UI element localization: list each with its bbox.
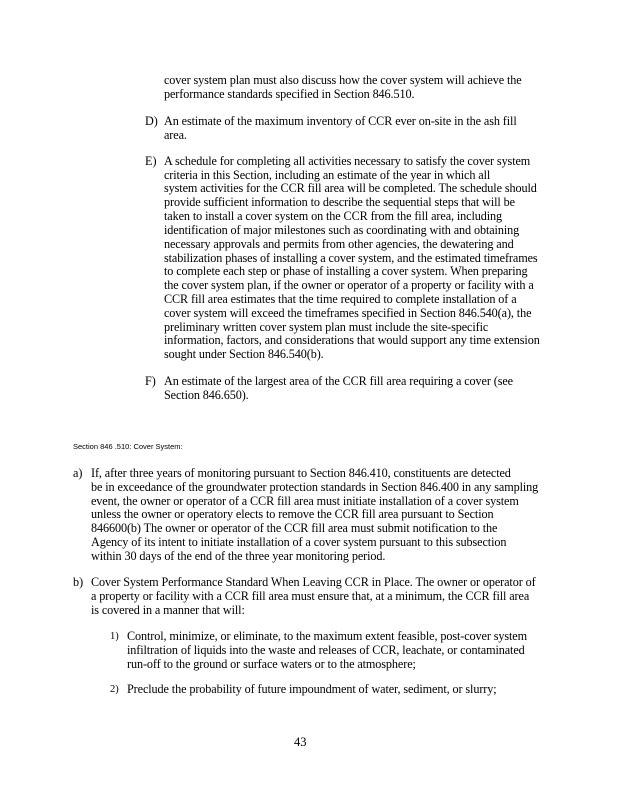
sub-2-label: 2)	[110, 684, 119, 695]
item-e-line: CCR fill area estimates that the time required to complete installation of a	[164, 292, 517, 306]
item-e-line: information, factors, and considerations that would support any time extension	[164, 333, 540, 347]
item-a-line: unless the owner or operatory elects to remove the CCR fill area pursuant to Section	[91, 507, 494, 521]
item-a-label: a)	[73, 466, 83, 480]
item-f-line: Section 846.650).	[164, 388, 249, 402]
intro-line: cover system plan must also discuss how the cover system will achieve the	[164, 73, 522, 87]
item-a-line: 846600(b) The owner or operator of the CCR fill area must submit notification to the	[91, 521, 498, 535]
item-e-line: cover system will exceed the timeframes specified in Section 846.540(a), the	[164, 306, 532, 320]
sub-1-line: run-off to the ground or surface waters or to the atmosphere;	[127, 657, 416, 671]
item-a-line: be in exceedance of the groundwater protection standards in Section 846.400 in any sampling	[91, 480, 539, 494]
item-e-line: sought under Section 846.540(b).	[164, 347, 324, 361]
item-e-line: the cover system plan, if the owner or operator of a property or facility with a	[164, 278, 534, 292]
item-b-line: is covered in a manner that will:	[91, 603, 245, 617]
item-e-line: identification of major milestones such as coordinating with and obtaining	[164, 223, 520, 237]
sub-1-line: infiltration of liquids into the waste and releases of CCR, leachate, or contaminated	[127, 643, 525, 657]
item-d-line: An estimate of the maximum inventory of CCR ever on-site in the ash fill	[164, 114, 517, 128]
item-e-line: A schedule for completing all activities necessary to satisfy the cover system	[164, 154, 531, 168]
item-b-label: b)	[73, 575, 84, 589]
item-a-line: event, the owner or operator of a CCR fill area must initiate installation of a cover system	[91, 494, 519, 508]
item-a-line: within 30 days of the end of the three year monitoring period.	[91, 549, 386, 563]
item-e-line: stabilization phases of installing a cover system, and the estimated timeframes	[164, 251, 538, 265]
item-a-line: If, after three years of monitoring pursuant to Section 846.410, constituents are detected	[91, 466, 511, 480]
item-f-line: An estimate of the largest area of the CCR fill area requiring a cover (see	[164, 374, 513, 388]
sub-1-line: Control, minimize, or eliminate, to the maximum extent feasible, post-cover system	[127, 629, 527, 643]
item-d-line: area.	[164, 128, 187, 142]
item-d-label: D)	[145, 114, 158, 128]
item-f-label: F)	[145, 374, 156, 388]
item-e-line: taken to install a cover system on the CCR from the fill area, including	[164, 209, 503, 223]
item-b-line: a property or facility with a CCR fill area must ensure that, at a minimum, the CCR fill area	[91, 589, 530, 603]
item-b-line: Cover System Performance Standard When Leaving CCR in Place. The owner or operator of	[91, 575, 536, 589]
item-e-line: provide sufficient information to describe the sequential steps that will be	[164, 195, 515, 209]
item-e-line: system activities for the CCR fill area will be completed. The schedule should	[164, 181, 537, 195]
intro-line: performance standards specified in Section 846.510.	[164, 87, 415, 101]
sub-1-label: 1)	[110, 631, 119, 642]
item-e-line: necessary approvals and permits from other agencies, the dewatering and	[164, 237, 514, 251]
sub-2-line: Preclude the probability of future impoundment of water, sediment, or slurry;	[127, 682, 497, 696]
item-e-line: to complete each step or phase of installing a cover system. When preparing	[164, 264, 528, 278]
page-number: 43	[294, 735, 307, 749]
item-e-label: E)	[145, 154, 157, 168]
item-e-line: preliminary written cover system plan must include the site-specific	[164, 320, 489, 334]
section-heading: Section 846 .510: Cover System:	[73, 442, 183, 451]
item-a-line: Agency of its intent to initiate installation of a cover system pursuant to this subsection	[91, 535, 507, 549]
item-e-line: criteria in this Section, including an estimate of the year in which all	[164, 168, 491, 182]
